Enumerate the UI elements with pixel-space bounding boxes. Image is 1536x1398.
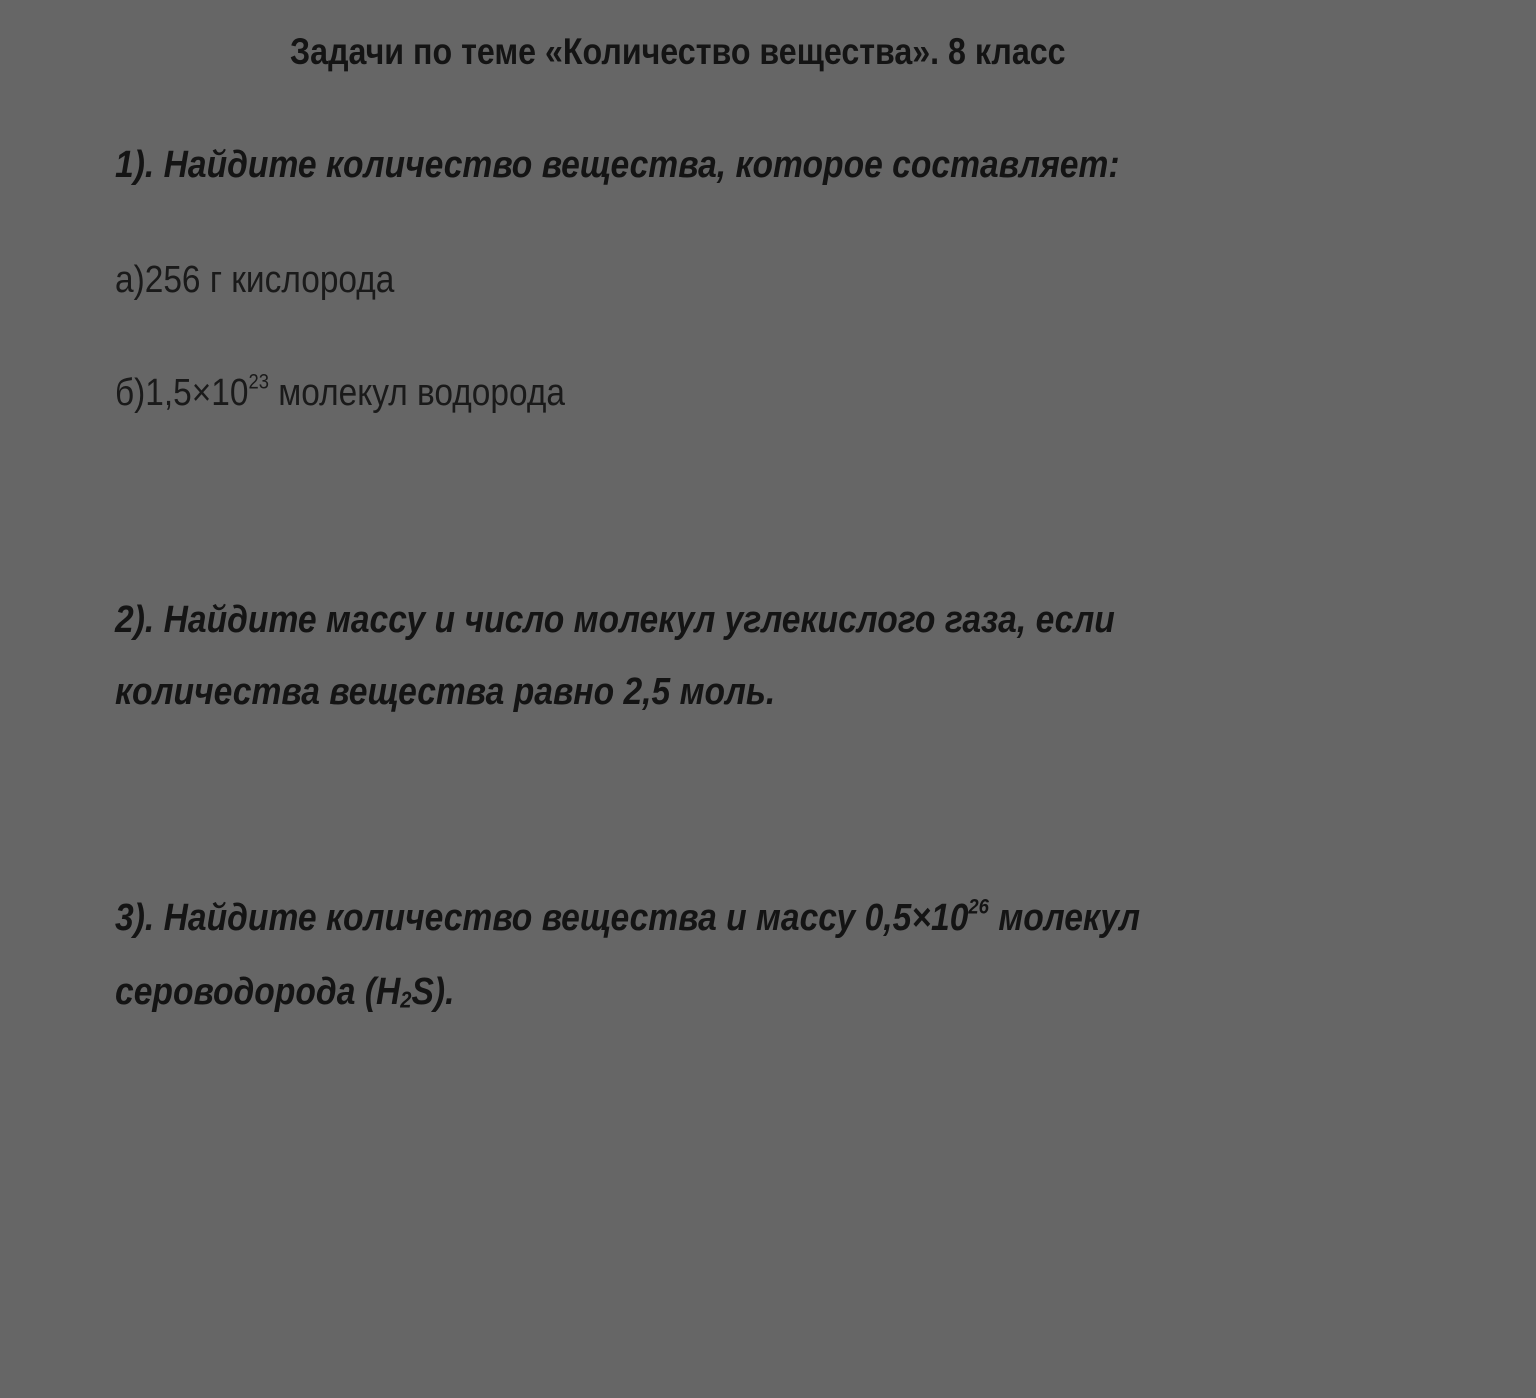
task-1-heading: 1). Найдите количество вещества, которое составляет: <box>115 144 1120 186</box>
document-title: Задачи по теме «Количество вещества». 8 класс <box>290 31 1066 72</box>
item-b-suffix: молекул водорода <box>268 372 565 414</box>
task-1-item-a: а)256 г кислорода <box>115 259 395 301</box>
task-2-line-1: 2). Найдите массу и число молекул углекислого газа, если <box>115 599 1115 641</box>
task-3-line-2 <box>115 973 454 1011</box>
task-2-line-2: количества вещества равно 2,5 моль. <box>115 671 776 713</box>
task-3-prefix: 3). Найдите количество вещества и массу 0,5×10 <box>115 897 969 939</box>
task-3-subscript: 2 <box>400 986 412 1013</box>
task-3-line-2-prefix: сероводорода (H <box>115 971 401 1013</box>
item-b-exponent: 23 <box>248 370 269 394</box>
task-3-exponent: 26 <box>968 895 989 919</box>
task-3-line-2-suffix: S). <box>411 971 455 1013</box>
task-1-item-b <box>115 370 565 414</box>
task-3-line-1 <box>115 895 1141 939</box>
item-b-prefix: б)1,5×10 <box>115 372 249 414</box>
task-3-suffix: молекул <box>988 897 1141 939</box>
